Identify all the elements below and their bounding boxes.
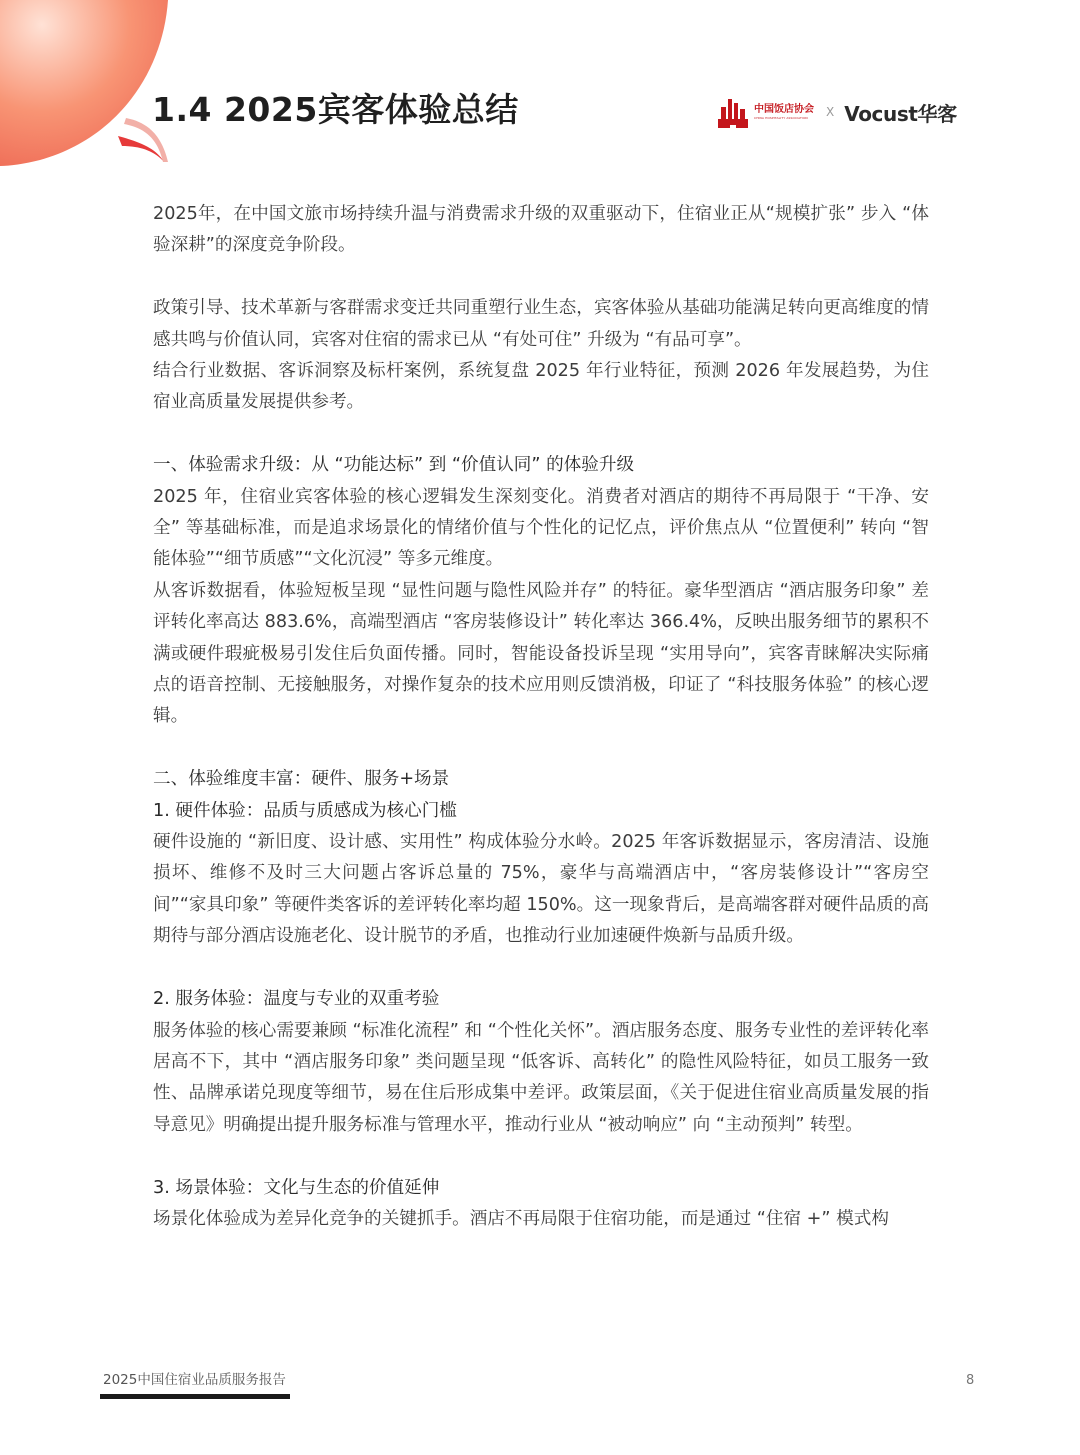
paragraph: 服务体验的核心需要兼顾 “标准化流程” 和 “个性化关怀”。酒店服务态度、服务专业性的差评转化率居高不下，其中 “酒店服务印象” 类问题呈现 “低客诉、高转化” 的隐性风险特征，如员工服务一致性、品牌承诺兑现度等细节，易在住后形成集中差评。政策层面，《关于促进住宿业高质量发展的指导意见》明确提出提升服务标准与管理水平，推动行业从 “被动响应” 向 “主动预判” 转型。 <box>153 1020 929 1135</box>
paragraph: 2025 年，住宿业宾客体验的核心逻辑发生深刻变化。消费者对酒店的期待不再局限于 “干净、安全” 等基础标准，而是追求场景化的情绪价值与个性化的记忆点，评价焦点从 “位置便利” 转向 “智能体验”“细节质感”“文化沉浸” 等多元维度。 <box>153 486 929 570</box>
header-logos <box>716 92 957 132</box>
section-heading-1: 一、体验需求升级：从 “功能达标” 到 “价值认同” 的体验升级 <box>153 455 635 476</box>
subsection-heading-hardware: 1. 硬件体验：品质与质感成为核心门槛 <box>153 800 457 821</box>
china-hospitality-association-logo <box>716 95 814 129</box>
page-title: 1.4 2025宾客体验总结 <box>152 90 519 129</box>
paragraph: 结合行业数据、客诉洞察及标杆案例，系统复盘 2025 年行业特征，预测 2026 年发展趋势，为住宿业高质量发展提供参考。 <box>153 361 929 413</box>
subsection-heading-scene: 3. 场景体验：文化与生态的价值延伸 <box>153 1177 440 1198</box>
paragraph: 从客诉数据看，体验短板呈现 “显性问题与隐性风险并存” 的特征。豪华型酒店 “酒店服务印象” 差评转化率高达 883.6%，高端型酒店 “客房装修设计” 转化率达 366.4%，反映出服务细节的累积不满或硬件瑕疵极易引发住后负面传播。同时，智能设备投诉呈现 “实用导向”，宾客青睐解决实际痛点的语音控制、无接触服务，对操作复杂的技术应用则反馈消极，印证了 “科技服务体验” 的核心逻辑。 <box>153 580 929 727</box>
logo-separator: X <box>826 105 835 119</box>
association-emblem-icon <box>716 95 750 129</box>
subsection-heading-service: 2. 服务体验：温度与专业的双重考验 <box>153 989 440 1010</box>
paragraph: 场景化体验成为差异化竞争的关键抓手。酒店不再局限于住宿功能，而是通过 “住宿 +” 模式构 <box>153 1208 889 1229</box>
association-english-name: CHINA HOSPITALITY ASSOCIATION <box>754 115 808 120</box>
association-name: 中国饭店协会 <box>754 103 814 115</box>
intro-paragraph: 2025年，在中国文旅市场持续升温与消费需求升级的双重驱动下，住宿业正从“规模扩张” 步入 “体验深耕”的深度竞争阶段。 <box>153 204 929 256</box>
footer-divider <box>100 1393 995 1403</box>
footer-report-title: 2025中国住宿业品质服务报告 <box>103 1372 286 1388</box>
report-body <box>153 199 929 1235</box>
paragraph: 政策引导、技术革新与客群需求变迁共同重塑行业生态，宾客体验从基础功能满足转向更高维度的情感共鸣与价值认同，宾客对住宿的需求已从 “有处可住” 升级为 “有品可享”。 <box>153 298 929 350</box>
page-number: 8 <box>966 1373 975 1388</box>
paragraph: 硬件设施的 “新旧度、设计感、实用性” 构成体验分水岭。2025 年客诉数据显示，客房清洁、设施损坏、维修不及时三大问题占客诉总量的 75%，豪华与高端酒店中，“客房装修设计”“客房空间”“家具印象” 等硬件类客诉的差评转化率均超 150%。这一现象背后，是高端客群对硬件品质的高期待与部分酒店设施老化、设计脱节的矛盾，也推动行业加速硬件焕新与品质升级。 <box>153 832 929 947</box>
section-heading-2: 二、体验维度丰富：硬件、服务+场景 <box>153 769 450 790</box>
vocust-logo: Vocust华客 <box>844 101 957 126</box>
